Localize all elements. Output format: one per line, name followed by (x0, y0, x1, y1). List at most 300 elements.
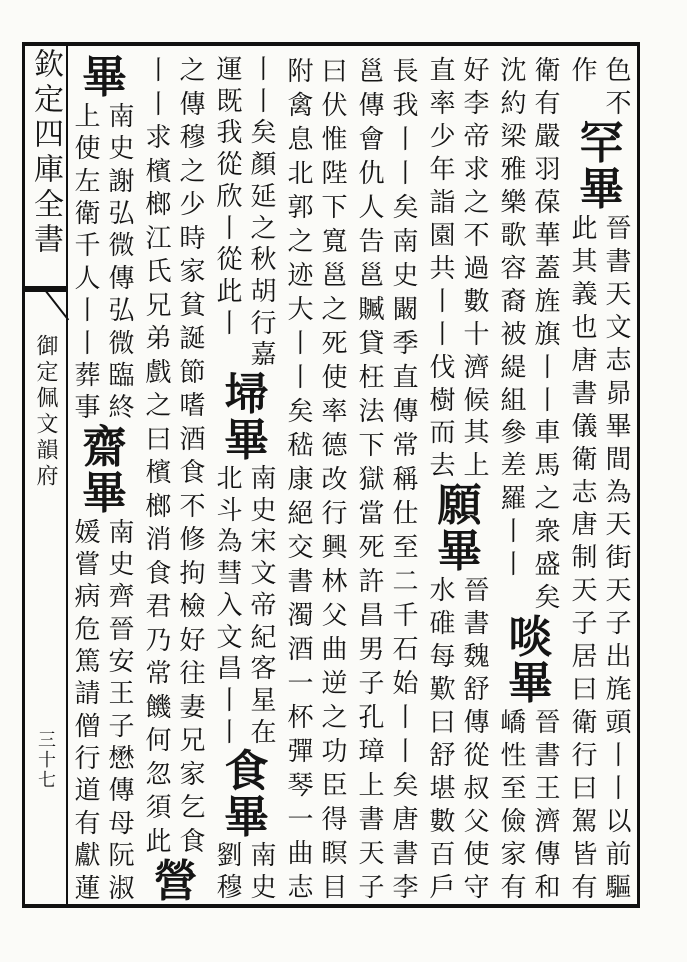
character: 數 (463, 286, 490, 317)
character: 出 (605, 642, 632, 673)
repeat-mark: 丨 (534, 352, 561, 383)
character: 十 (463, 319, 490, 350)
repeat-mark: 丨 (392, 703, 419, 733)
character: 時 (179, 223, 206, 254)
character: 王 (108, 679, 135, 710)
running-head: 欽定四庫全書 (28, 48, 63, 258)
character: 曰 (321, 57, 348, 87)
character: 斗 (216, 495, 243, 526)
character: 臣 (321, 771, 348, 801)
character: 葆 (534, 187, 561, 218)
character: 為 (605, 477, 632, 508)
character: 曰 (571, 675, 598, 706)
character: 瞑 (321, 839, 348, 869)
commentary-left-line (284, 55, 318, 905)
character: 父 (321, 601, 348, 631)
character: 上 (358, 771, 385, 801)
character: 羅 (500, 484, 527, 515)
character: 儀 (571, 411, 598, 442)
character: 之 (145, 391, 172, 421)
character: 子 (605, 609, 632, 640)
commentary (355, 55, 423, 905)
character: 率 (429, 88, 456, 119)
character: 史 (250, 873, 277, 904)
character: 季 (392, 329, 419, 359)
character: 仕 (392, 499, 419, 529)
commentary-right-line (247, 464, 281, 749)
character: 有 (534, 88, 561, 119)
character: 史 (392, 261, 419, 291)
character: 弘 (108, 296, 135, 327)
character: 書 (463, 609, 490, 640)
character: 改 (321, 465, 348, 495)
character: 率 (321, 397, 348, 427)
character: 行 (321, 499, 348, 529)
character: 琴 (287, 771, 314, 801)
text-column-5 (282, 55, 353, 905)
character: 南 (108, 517, 135, 548)
commentary (284, 55, 352, 905)
character: 謝 (108, 166, 135, 197)
character: 矣 (287, 397, 314, 427)
character: 濟 (534, 807, 561, 838)
character: 消 (145, 525, 172, 555)
commentary-right-line (531, 55, 565, 615)
commentary-right-line (460, 575, 494, 905)
commentary-left-line (426, 55, 460, 483)
headword (71, 52, 139, 103)
character: 晉 (108, 614, 135, 645)
character: 之 (250, 213, 277, 244)
character: 嚴 (534, 121, 561, 152)
headword-text (215, 369, 279, 467)
character: 齋 (82, 421, 127, 473)
character: 沈 (500, 56, 527, 86)
character: 王 (534, 774, 561, 805)
character: 容 (500, 253, 527, 284)
character: 營 (153, 856, 198, 907)
headword (213, 746, 281, 844)
commentary (213, 841, 281, 904)
character: 氏 (145, 257, 172, 287)
character: 車 (534, 418, 561, 449)
character: 之 (321, 295, 348, 325)
character: 至 (392, 533, 419, 563)
repeat-mark: 丨 (500, 550, 527, 581)
character: 食 (145, 558, 172, 589)
character: 常 (145, 659, 172, 689)
character: 貸 (358, 329, 385, 359)
commentary-right-line (105, 101, 139, 425)
character: 病 (74, 582, 101, 613)
character: 晉 (463, 576, 490, 607)
headword-text (73, 52, 137, 103)
character: 忽 (145, 759, 172, 790)
character: 昴 (605, 378, 632, 409)
character: 曰 (429, 708, 456, 739)
character: 唐 (571, 510, 598, 541)
text-column-8 (69, 52, 140, 905)
character: 歎 (429, 675, 456, 706)
character: 節 (179, 357, 206, 388)
character: 晉 (605, 213, 632, 244)
commentary-right-line (460, 55, 494, 483)
character: 乞 (179, 793, 206, 823)
character: 南 (250, 464, 277, 495)
commentary-right-line (389, 55, 423, 905)
character: 駕 (571, 807, 598, 838)
character: 行 (74, 744, 101, 775)
character: 安 (108, 647, 135, 678)
character: 行 (571, 741, 598, 772)
character: 使 (463, 840, 490, 871)
headword-text (499, 612, 563, 710)
character: 附 (287, 57, 314, 87)
character: 終 (108, 393, 135, 424)
character: 天 (605, 576, 632, 607)
character: 唐 (571, 345, 598, 376)
character: 碓 (429, 609, 456, 640)
character: 饑 (145, 692, 172, 723)
character: 危 (74, 614, 101, 645)
character: 頭 (605, 708, 632, 739)
character: 南 (392, 227, 419, 257)
commentary-left-line (213, 841, 247, 904)
character: 曲 (321, 635, 348, 665)
character: 父 (463, 807, 490, 838)
commentary (142, 55, 210, 859)
character: 願 (437, 480, 482, 532)
character: 雅 (500, 154, 527, 185)
character: 叔 (463, 774, 490, 805)
commentary-left-line (213, 55, 247, 340)
character: 史 (108, 549, 135, 580)
character: 舒 (429, 741, 456, 772)
character: 使 (74, 134, 101, 165)
character: 書 (534, 741, 561, 772)
character: 劉 (216, 841, 243, 872)
character: 帝 (250, 590, 277, 621)
character: 惟 (321, 125, 348, 155)
headword (142, 856, 210, 907)
commentary-right-line (318, 55, 352, 905)
character: 酒 (179, 424, 206, 455)
character: 孔 (358, 703, 385, 733)
character: 江 (145, 223, 172, 254)
character: 畢 (579, 163, 624, 215)
character: 穆 (179, 123, 206, 153)
character: 穆 (216, 873, 243, 904)
character: 法 (358, 397, 385, 427)
character: 興 (321, 533, 348, 563)
character: 媛 (74, 517, 101, 548)
character: 每 (429, 642, 456, 673)
character: 食 (224, 746, 269, 798)
repeat-mark: 丨 (216, 717, 243, 748)
character: 直 (429, 56, 456, 86)
character: 直 (392, 363, 419, 393)
character: 璋 (358, 737, 385, 767)
book-title: 御定佩文韻府 (33, 334, 58, 490)
character: 畢 (224, 415, 269, 467)
character: 胡 (250, 276, 277, 307)
character: 告 (358, 227, 385, 257)
character: 貧 (179, 290, 206, 321)
character: 好 (179, 625, 206, 656)
character: 之 (321, 703, 348, 733)
character: 檢 (179, 592, 206, 622)
character: 二 (392, 567, 419, 597)
repeat-mark: 丨 (250, 86, 277, 117)
character: 濟 (463, 352, 490, 383)
character: 在 (250, 717, 277, 748)
character: 旌 (534, 286, 561, 317)
repeat-mark: 丨 (605, 774, 632, 805)
character: 子 (571, 609, 598, 640)
character: 男 (358, 635, 385, 665)
headword (568, 117, 636, 215)
character: 從 (216, 245, 243, 276)
repeat-mark: 丨 (605, 741, 632, 772)
character: 守 (463, 872, 490, 903)
character: 始 (392, 669, 419, 699)
text-column-4 (353, 55, 424, 905)
character: 子 (108, 711, 135, 742)
character: 兄 (145, 290, 172, 321)
character: 裔 (500, 286, 527, 317)
character: 下 (321, 193, 348, 223)
character: 葬 (74, 360, 101, 391)
character: 矣 (534, 583, 561, 614)
character: 我 (392, 91, 419, 121)
headword-text (73, 421, 137, 519)
character: 迹 (287, 261, 314, 291)
character: 樂 (500, 187, 527, 218)
headword (497, 612, 565, 710)
character: 闞 (392, 295, 419, 325)
character: 榔 (145, 190, 172, 220)
character: 乃 (145, 625, 172, 656)
character: 唐 (392, 805, 419, 835)
commentary-right-line (247, 841, 281, 904)
commentary (426, 55, 494, 483)
character: 康 (287, 465, 314, 495)
character: 文 (216, 622, 243, 653)
text-column-1 (566, 55, 637, 905)
character: 獻 (74, 841, 101, 872)
character: 有 (74, 808, 101, 839)
character: 當 (358, 499, 385, 529)
character: 此 (216, 276, 243, 307)
character: 志 (287, 873, 314, 903)
character: 堪 (429, 774, 456, 805)
character: 百 (429, 840, 456, 871)
character: 也 (571, 312, 598, 343)
character: 皆 (571, 840, 598, 871)
character: 彗 (216, 559, 243, 590)
character: 子 (358, 873, 385, 903)
repeat-mark: 丨 (287, 363, 314, 393)
character: 入 (216, 590, 243, 621)
character: 求 (463, 154, 490, 185)
character: 不 (463, 220, 490, 251)
character: 功 (321, 737, 348, 767)
character: 食 (179, 826, 206, 857)
repeat-mark: 丨 (392, 125, 419, 155)
commentary-right-line (602, 213, 636, 905)
character: 曰 (571, 774, 598, 805)
character: 千 (392, 601, 419, 631)
character: 少 (429, 121, 456, 152)
character: 臨 (108, 360, 135, 391)
character: 差 (500, 451, 527, 482)
commentary (497, 55, 565, 615)
character: 上 (463, 451, 490, 482)
character: 家 (500, 840, 527, 871)
character: 傳 (179, 89, 206, 120)
character: 晉 (534, 708, 561, 739)
character: 秋 (250, 245, 277, 276)
character: 傳 (358, 91, 385, 121)
character: 之 (179, 56, 206, 86)
character: 微 (108, 328, 135, 359)
character: 篤 (74, 647, 101, 678)
character: 目 (321, 873, 348, 903)
character: 志 (571, 477, 598, 508)
character: 性 (500, 741, 527, 772)
text-column-2 (495, 55, 566, 905)
character: 郭 (287, 193, 314, 223)
character: 華 (534, 220, 561, 251)
character: 衛 (534, 56, 561, 86)
character: 濁 (287, 601, 314, 631)
character: 其 (571, 246, 598, 277)
character: 天 (571, 576, 598, 607)
character: 之 (287, 227, 314, 257)
character: 酒 (287, 635, 314, 665)
character: 微 (108, 231, 135, 262)
character: 寬 (321, 227, 348, 257)
character: 求 (145, 123, 172, 153)
character: 有 (571, 872, 598, 903)
character: 詣 (429, 187, 456, 218)
commentary (71, 517, 139, 905)
character: 拘 (179, 558, 206, 589)
character: 年 (429, 154, 456, 185)
character: 使 (321, 363, 348, 393)
text-column-6 (211, 55, 282, 905)
character: 戶 (429, 872, 456, 903)
character: 下 (358, 431, 385, 461)
page-number: 三十七 (35, 730, 56, 790)
character: 母 (108, 808, 135, 839)
character: 舒 (463, 675, 490, 706)
character: 天 (605, 279, 632, 310)
character: 書 (392, 839, 419, 869)
character: 作 (571, 56, 598, 86)
character: 我 (216, 118, 243, 149)
character: 往 (179, 659, 206, 689)
character: 有 (500, 872, 527, 903)
character: 帝 (463, 121, 490, 152)
character: 史 (250, 495, 277, 526)
commentary-left-line (568, 213, 602, 905)
commentary (568, 55, 636, 121)
character: 懋 (108, 744, 135, 775)
character: 街 (605, 543, 632, 574)
character: 不 (179, 491, 206, 522)
character: 修 (179, 525, 206, 555)
character: 一 (287, 805, 314, 835)
repeat-mark: 丨 (216, 685, 243, 716)
character: 啖 (508, 612, 553, 664)
character: 緹 (500, 352, 527, 383)
character: 傳 (108, 776, 135, 807)
character: 衛 (571, 444, 598, 475)
character: 一 (287, 669, 314, 699)
character: 妻 (179, 692, 206, 723)
character: 共 (429, 253, 456, 284)
character: 道 (74, 776, 101, 807)
character: 客 (250, 654, 277, 685)
character: 水 (429, 576, 456, 607)
repeat-mark: 丨 (145, 56, 172, 86)
repeat-mark: 丨 (392, 737, 419, 767)
character: 常 (392, 431, 419, 461)
character: 石 (392, 635, 419, 665)
character: 行 (250, 308, 277, 339)
character: 北 (287, 159, 314, 189)
character: 逆 (321, 669, 348, 699)
character: 魏 (463, 642, 490, 673)
character: 李 (463, 88, 490, 119)
headword (426, 480, 494, 578)
character: 顏 (250, 150, 277, 181)
character: 事 (74, 393, 101, 424)
character: 梁 (500, 121, 527, 152)
character: 書 (358, 805, 385, 835)
commentary (568, 213, 636, 905)
character: 園 (429, 220, 456, 251)
character: 之 (463, 187, 490, 218)
commentary-left-line (497, 707, 531, 905)
character: 延 (250, 181, 277, 212)
character: 須 (145, 793, 172, 823)
character: 彈 (287, 737, 314, 767)
character: 矣 (250, 118, 277, 149)
character: 樹 (429, 385, 456, 416)
character: 傳 (534, 840, 561, 871)
character: 畢 (437, 526, 482, 578)
character: 運 (216, 55, 243, 85)
character: 傳 (463, 708, 490, 739)
character: 約 (500, 88, 527, 119)
commentary-left-line (71, 101, 105, 425)
commentary-right-line (105, 517, 139, 905)
character: 其 (463, 418, 490, 449)
repeat-mark: 丨 (429, 319, 456, 350)
character: 矣 (392, 193, 419, 223)
character: 從 (216, 150, 243, 181)
character: 傳 (392, 397, 419, 427)
character: 嶠 (500, 708, 527, 739)
character: 家 (179, 759, 206, 790)
character: 淑 (108, 873, 135, 904)
character: 曲 (287, 839, 314, 869)
headword-text (144, 856, 208, 907)
character: 歌 (500, 220, 527, 251)
character: 前 (605, 840, 632, 871)
